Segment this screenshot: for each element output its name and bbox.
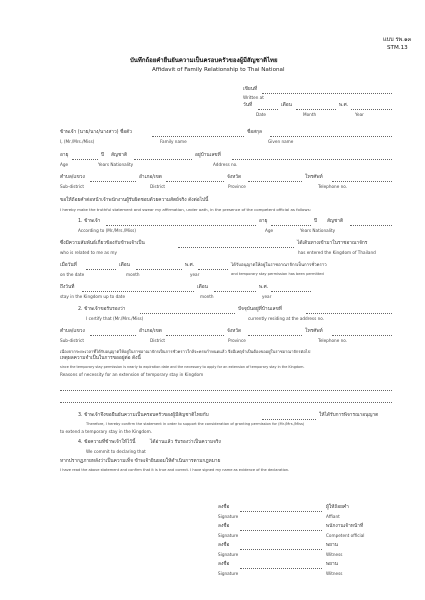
relation-label-en: who is related to me as my — [60, 250, 117, 255]
sig2-label-en: Signature — [218, 533, 239, 538]
sig3-label-th: ลงชื่อ — [218, 543, 230, 548]
entered-kingdom-th: ได้เดินทางเข้ามาในราชอาณาจักร — [297, 241, 368, 246]
item2-name-line[interactable] — [140, 313, 235, 314]
item2-label-en: I certify that (Mr./Mrs./Miss) — [86, 316, 144, 321]
sig4-line[interactable] — [240, 568, 322, 569]
district-label-th: อำเภอ/เขต — [139, 175, 162, 180]
entered-kingdom-en: has entered the Kingdom of Thailand — [298, 250, 376, 255]
province-line[interactable] — [248, 181, 302, 182]
sig1-role-en: Affiant — [326, 514, 340, 519]
sig1-line[interactable] — [240, 511, 322, 512]
item2-district-line[interactable] — [166, 335, 224, 336]
sig2-role-th: พนักงานเจ้าหน้าที่ — [326, 524, 364, 529]
entry-date-en: on the date — [60, 272, 85, 277]
item2-province-th: จังหวัด — [227, 329, 242, 334]
address-line[interactable] — [232, 159, 392, 160]
item1-years-th: ปี — [314, 219, 318, 224]
reason-line-1[interactable] — [60, 390, 392, 391]
sig3-label-en: Signature — [218, 552, 239, 557]
sig2-role-en: Competent official — [326, 533, 365, 538]
nationality-line[interactable] — [134, 159, 192, 160]
temporary-permit-en: and temporary stay permission has been permitted — [231, 272, 324, 276]
age-label-th: อายุ — [60, 153, 69, 158]
item2-label-th: 2. ข้าพเจ้าขอรับรองว่า — [78, 307, 126, 312]
year-th: พ.ศ. — [339, 103, 349, 108]
relation-label-th: ซึ่งมีความสัมพันธ์เกี่ยวข้องกับข้าพเจ้าเป็น — [60, 241, 145, 246]
year-en: Year — [355, 112, 364, 117]
stay-until-date-line[interactable] — [82, 291, 194, 292]
entry-month-line[interactable] — [136, 269, 182, 270]
nationality-label-th: สัญชาติ — [111, 153, 128, 158]
written-at-line[interactable] — [262, 93, 392, 94]
age-line[interactable] — [72, 159, 98, 160]
item1-nationality-line[interactable] — [350, 225, 392, 226]
stay-year-en: year — [262, 294, 272, 299]
month-en: Month — [303, 112, 317, 117]
title-label-en: I, (Mr./Mrs./Miss) — [60, 139, 95, 144]
sig3-line[interactable] — [240, 549, 322, 550]
years-label-th: ปี — [101, 153, 105, 158]
given-name-label-en: Given name — [268, 139, 294, 144]
entry-date-line[interactable] — [86, 269, 116, 270]
reason-th-1: เนื่องจากระยะเวลาที่ได้รับอนุญาตให้อยู่ในราชอาณาจักรเป็นการชั่วคราวใกล้จะครบกำหนดแล้ว จึงมีเหตุจำเป็นต้องขออยู่ในราชอาณาจักรต่อไป — [60, 349, 311, 354]
year-line[interactable] — [351, 109, 392, 110]
entry-year-en: year — [190, 272, 200, 277]
sig4-role-en: Witness — [326, 571, 343, 576]
item2-subdistrict-line[interactable] — [90, 335, 136, 336]
preamble-th: ขอให้ถ้อยคำต่อหน้าเจ้าพนักงานผู้รับผิดชอบด้วยความสัตย์จริง ดังต่อไปนี้ — [60, 198, 209, 203]
entry-year-th: พ.ศ. — [185, 263, 195, 268]
date-en: Date — [256, 112, 267, 117]
family-name-label-en: Family name — [160, 139, 187, 144]
item3-en-2: to extend a temporary stay in the Kingdom. — [60, 429, 153, 434]
subdistrict-label-th: ตำบล/แขวง — [60, 175, 85, 180]
item1-nationality-th: สัญชาติ — [327, 219, 344, 224]
item2-residing-th: ปัจจุบันอยู่ที่บ้านเลขที่ — [238, 307, 282, 312]
stay-year-line[interactable] — [271, 291, 311, 292]
name-label-th: ข้าพเจ้า (นาย/นาง/นางสาว) ชื่อตัว — [60, 130, 132, 135]
family-name-label-th: ชื่อสกุล — [247, 130, 262, 135]
form-code: แบบ รพ.๑๓ — [383, 37, 412, 43]
reason-th-2: เหตุผลความจำเป็นในการขออยู่ต่อ ดังนี้ — [60, 356, 141, 361]
sig3-role-th: พยาน — [326, 543, 338, 548]
address-label-th: อยู่บ้านเลขที่ — [195, 153, 221, 158]
sig2-line[interactable] — [240, 530, 322, 531]
item2-province-en: Province — [228, 338, 246, 343]
item1-age-th: อายุ — [259, 219, 268, 224]
reason-en-1: since the temporary stay permission is nearly to expiration date and the necessary to apply for an extension of temporary stay in the Kingdom. — [60, 365, 305, 369]
province-label-en: Province — [228, 184, 246, 189]
title-thai: บันทึกถ้อยคำยืนยันความเป็นครอบครัวของผู้มีสัญชาติไทย — [130, 57, 278, 64]
item2-district-en: District — [150, 338, 166, 343]
sig2-label-th: ลงชื่อ — [218, 524, 230, 529]
stay-month-th: เดือน — [197, 285, 208, 290]
sig1-role-th: ผู้ให้ถ้อยคำ — [326, 505, 349, 510]
stay-month-en: month — [200, 294, 214, 299]
item3-th: 3. ข้าพเจ้าจึงขอยืนยันความเป็นครอบครัวของผู้มีสัญชาติไทยกับ — [78, 413, 209, 418]
reason-line-2[interactable] — [60, 402, 392, 403]
item1-name-line[interactable] — [106, 225, 256, 226]
month-th: เดือน — [281, 103, 292, 108]
stay-until-th: ถึงวันที่ — [60, 285, 75, 290]
sig4-role-th: พยาน — [326, 562, 338, 567]
relation-line[interactable] — [178, 247, 294, 248]
item2-residing-en: currently residing at the address no. — [248, 316, 325, 321]
district-line[interactable] — [166, 181, 224, 182]
entry-month-en: month — [126, 272, 140, 277]
item1-label-en: According to (Mr./Mrs./Miss) — [78, 228, 136, 233]
item3-th-b: ให้ได้รับการพิจารณาอนุญาต — [319, 413, 379, 418]
telephone-line[interactable] — [332, 181, 392, 182]
district-label-en: District — [150, 184, 166, 189]
item4-th: 4. ข้อความที่ข้าพเจ้าให้ไว้นี้ — [78, 440, 136, 445]
item4-en: We commit to declaring that — [86, 449, 146, 454]
final-th: หากปรากฏภายหลังว่าเป็นความเท็จ ข้าพเจ้ายินยอมให้ดำเนินการตามกฎหมาย — [60, 459, 221, 464]
item1-age-en: Age — [265, 228, 274, 233]
family-name-line[interactable] — [270, 136, 392, 137]
given-name-line[interactable] — [152, 136, 244, 137]
item3-name-line[interactable] — [262, 419, 316, 420]
item2-subdistrict-en: Sub-district — [60, 338, 84, 343]
telephone-label-en: Telephone no. — [318, 184, 348, 189]
item2-telephone-th: โทรศัพท์ — [305, 329, 323, 334]
stay-year-th: พ.ศ. — [259, 285, 269, 290]
month-line[interactable] — [296, 109, 336, 110]
entry-year-line[interactable] — [198, 269, 228, 270]
item2-telephone-en: Telephone no. — [318, 338, 348, 343]
sig4-label-th: ลงชื่อ — [218, 562, 230, 567]
item1-years-nationality-en: Years Nationality — [300, 228, 336, 233]
item2-telephone-line[interactable] — [332, 335, 392, 336]
form-code-en: STM.13 — [387, 45, 408, 51]
item2-subdistrict-th: ตำบล/แขวง — [60, 329, 85, 334]
telephone-label-th: โทรศัพท์ — [305, 175, 323, 180]
written-at-th: เขียนที่ — [243, 87, 258, 92]
address-label-en: Address no. — [213, 162, 238, 167]
subdistrict-label-en: Sub-district — [60, 184, 84, 189]
item3-en: Therefore, I hereby confirm the statement in order to support the consideration of granting permission for (Mr./Mrs./Miss) — [86, 422, 305, 426]
date-th: วันที่ — [243, 103, 253, 108]
preamble-en: I hereby make the truthful statement and swear my affirmation, under oath, in the presence of the competent official as follows: — [60, 207, 311, 212]
entry-month-th: เดือน — [119, 263, 130, 268]
item2-district-th: อำเภอ/เขต — [139, 329, 162, 334]
stay-until-en: stay in the Kingdom up to date — [60, 294, 126, 299]
sig1-label-th: ลงชื่อ — [218, 505, 230, 510]
temporary-permit-th: ได้รับอนุญาตให้อยู่ในราชอาณาจักรเป็นการชั่วคราว — [231, 263, 327, 268]
item1-label-th: 1. ข้าพเจ้า — [78, 219, 101, 224]
years-nationality-label-en: Years Nationality — [98, 162, 134, 167]
written-at-en: Written at — [243, 95, 264, 100]
reason-en-2: Reasons of necessity for an extension of temporary stay in Kingdom — [60, 372, 204, 377]
age-label-en: Age — [60, 162, 69, 167]
date-line[interactable] — [258, 109, 278, 110]
stay-month-line[interactable] — [214, 291, 256, 292]
sig4-label-en: Signature — [218, 571, 239, 576]
final-en: I have read the above statement and confirm that it is true and correct. I have signed my name as evidence of the declaration. — [60, 468, 290, 472]
title-english: Affidavit of Family Relationship to Thai National — [152, 67, 285, 73]
item4-th-b: ได้อ่านแล้ว รับรองว่าเป็นความจริง — [150, 440, 221, 445]
item1-age-line[interactable] — [271, 225, 311, 226]
entry-date-th: เมื่อวันที่ — [60, 263, 77, 268]
sig1-label-en: Signature — [218, 514, 239, 519]
province-label-th: จังหวัด — [227, 175, 242, 180]
item2-address-line[interactable] — [306, 313, 392, 314]
subdistrict-line[interactable] — [90, 181, 136, 182]
sig3-role-en: Witness — [326, 552, 343, 557]
item2-province-line[interactable] — [248, 335, 302, 336]
